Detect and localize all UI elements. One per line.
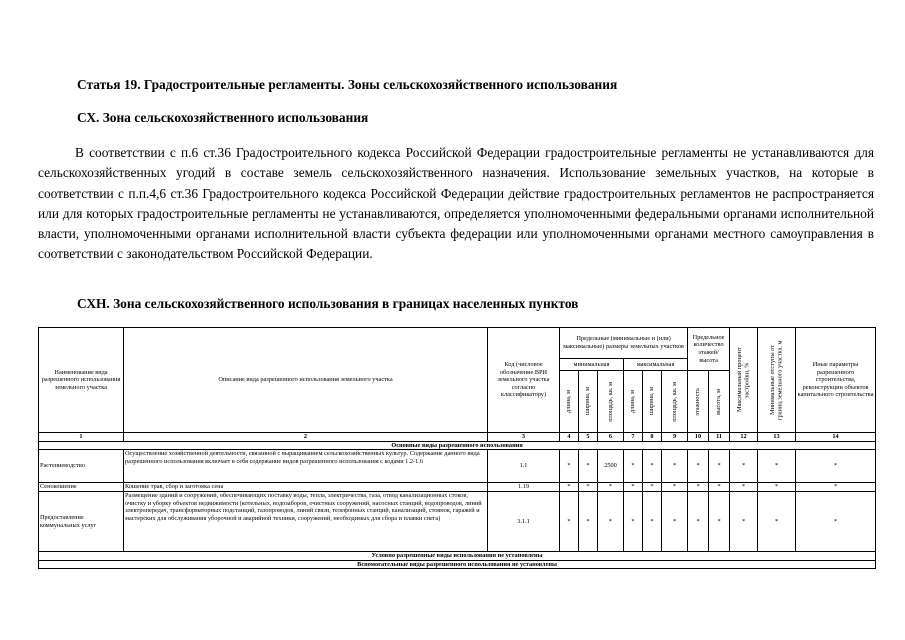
- table-cell: 5: [579, 433, 598, 442]
- header-min-area: [598, 371, 624, 433]
- header-label: этажность: [694, 387, 702, 416]
- header-label: ширина, м: [648, 387, 656, 416]
- row-name: Сенокошение: [39, 483, 124, 492]
- header-min: минимальная: [560, 359, 624, 371]
- header-label: высота, м: [715, 388, 723, 415]
- header-max-length: [624, 371, 643, 433]
- table-cell: *: [709, 483, 730, 492]
- table-cell: *: [624, 483, 643, 492]
- table-cell: 1: [39, 433, 124, 442]
- table-cell: 11: [709, 433, 730, 442]
- table-row: [39, 492, 876, 552]
- column-number-row: [39, 433, 876, 442]
- header-max: максимальная: [624, 359, 688, 371]
- article-heading: Статья 19. Градостроительные регламенты. Зоны сельскохозяйственного использования: [77, 77, 618, 92]
- header-label: площадь, кв. м: [606, 381, 614, 422]
- row-code: 3.1.1: [488, 492, 560, 552]
- subzone-heading: СХН. Зона сельскохозяйственного использования в границах населенных пунктов: [77, 296, 579, 311]
- row-code: 1.1: [488, 450, 560, 483]
- header-label: Максимальный процент застройки, %: [736, 347, 751, 413]
- row-description: Размещение зданий и сооружений, обеспечивающих поставку воды, тепла, электричества, газа, отвод канализационных стоков, очистку и уборку объектов недвижимости (котельных, водозаборов, очистных сооружений, насосных станций, водопроводов, линий электропередач, трансформаторных подстанций, газопроводов, линий связи, телефонных станций, канализаций, стоянок, гаражей и мастерских для обслуживания уборочной и аварийной техники, сооружений, необходимых для сбора и плавки снега): [124, 492, 488, 552]
- header-coverage: [730, 328, 758, 433]
- table-cell: *: [796, 450, 876, 483]
- table-cell: *: [796, 492, 876, 552]
- header-max-width: [643, 371, 662, 433]
- table-cell: *: [579, 450, 598, 483]
- row-name: Растениеводство: [39, 450, 124, 483]
- table-cell: *: [662, 483, 688, 492]
- table-cell: *: [709, 450, 730, 483]
- header-code: Код (числовое обозначение ВРИ земельного участка согласно классификатору): [488, 328, 560, 433]
- row-code: 1.19: [488, 483, 560, 492]
- table-cell: 14: [796, 433, 876, 442]
- table-cell: *: [560, 492, 579, 552]
- table-cell: *: [579, 483, 598, 492]
- table-cell: *: [598, 492, 624, 552]
- table-cell: 7: [624, 433, 643, 442]
- table-cell: *: [688, 492, 709, 552]
- header-floors: [688, 371, 709, 433]
- row-name: Предоставление коммунальных услуг: [39, 492, 124, 552]
- table-cell: *: [758, 450, 796, 483]
- table-cell: 9: [662, 433, 688, 442]
- table-cell: *: [730, 450, 758, 483]
- row-description: Осуществление хозяйственной деятельности, связанной с выращиванием сельскохозяйственных культур. Содержание данного вида разрешенного использования включает в себя содержание видов разрешенного использования с кодами 1.2-1.6: [124, 450, 488, 483]
- section-conditional-uses: Условно разрешенные виды использования не установлены: [39, 552, 876, 561]
- table-cell: *: [758, 483, 796, 492]
- table-cell: 2500: [598, 450, 624, 483]
- table-cell: 13: [758, 433, 796, 442]
- section-auxiliary-uses: Вспомогательные виды разрешенного использования не установлены: [39, 560, 876, 569]
- table-cell: *: [643, 450, 662, 483]
- table-cell: *: [688, 450, 709, 483]
- table-cell: *: [624, 492, 643, 552]
- header-description: Описание вида разрешенного использования земельного участка: [124, 328, 488, 433]
- header-label: Минимальные отступы от границ земельного участка, м: [769, 340, 784, 420]
- table-cell: 6: [598, 433, 624, 442]
- table-cell: *: [643, 483, 662, 492]
- zone-heading: СХ. Зона сельскохозяйственного использования: [77, 110, 369, 125]
- table-cell: 10: [688, 433, 709, 442]
- regulations-table: [38, 327, 876, 569]
- intro-paragraph: В соответствии с п.6 ст.36 Градостроительного кодекса Российской Федерации градостроительные регламенты не устанавливаются для сельскохозяйственных угодий в составе земель сельскохозяйственного назначения. Использование земельных участков, на которые в соответствии с п.п.4,6 ст.36 Градостроительного кодекса Российской Федерации действие градостроительных регламентов не распространяется или для которых градостроительные регламенты не устанавливаются, определяется уполномоченными федеральными органами исполнительной власти, уполномоченными органами исполнительной власти субъекта федерации или уполномоченными органами местного самоуправления в соответствии с законодательством Российской Федерации.: [38, 145, 874, 262]
- header-label: длина, м: [565, 389, 573, 413]
- table-cell: *: [709, 492, 730, 552]
- table-cell: 8: [643, 433, 662, 442]
- table-row: [39, 483, 876, 492]
- table-row: [39, 450, 876, 483]
- header-label: длина, м: [629, 389, 637, 413]
- table-cell: *: [560, 450, 579, 483]
- table-cell: *: [662, 492, 688, 552]
- header-setback: [758, 328, 796, 433]
- header-min-length: [560, 371, 579, 433]
- table-cell: *: [758, 492, 796, 552]
- header-max-area: [662, 371, 688, 433]
- table-cell: 2: [124, 433, 488, 442]
- header-other: Иные параметры разрешенного строительства, реконструкции объектов капитального строительства: [796, 328, 876, 433]
- header-label: площадь, кв. м: [670, 381, 678, 422]
- table-cell: *: [796, 483, 876, 492]
- table-cell: *: [730, 492, 758, 552]
- header-min-width: [579, 371, 598, 433]
- header-height: [709, 371, 730, 433]
- table-cell: 4: [560, 433, 579, 442]
- row-description: Кошение трав, сбор и заготовка сена: [124, 483, 488, 492]
- table-cell: *: [643, 492, 662, 552]
- header-limits: Предельные (минимальные и (или) максимальные) размеры земельных участков: [560, 328, 688, 359]
- table-cell: *: [730, 483, 758, 492]
- table-cell: *: [662, 450, 688, 483]
- header-name: Наименование вида разрешенного использования земельного участка: [39, 328, 124, 433]
- header-label: ширина, м: [584, 387, 592, 416]
- table-cell: 12: [730, 433, 758, 442]
- section-main-uses: Основные виды разрешенного использования: [39, 441, 876, 450]
- table-cell: *: [579, 492, 598, 552]
- table-cell: *: [560, 483, 579, 492]
- table-cell: *: [598, 483, 624, 492]
- header-height-group: Предельное количество этажей/высота: [688, 328, 730, 371]
- table-cell: 3: [488, 433, 560, 442]
- table-cell: *: [688, 483, 709, 492]
- table-cell: *: [624, 450, 643, 483]
